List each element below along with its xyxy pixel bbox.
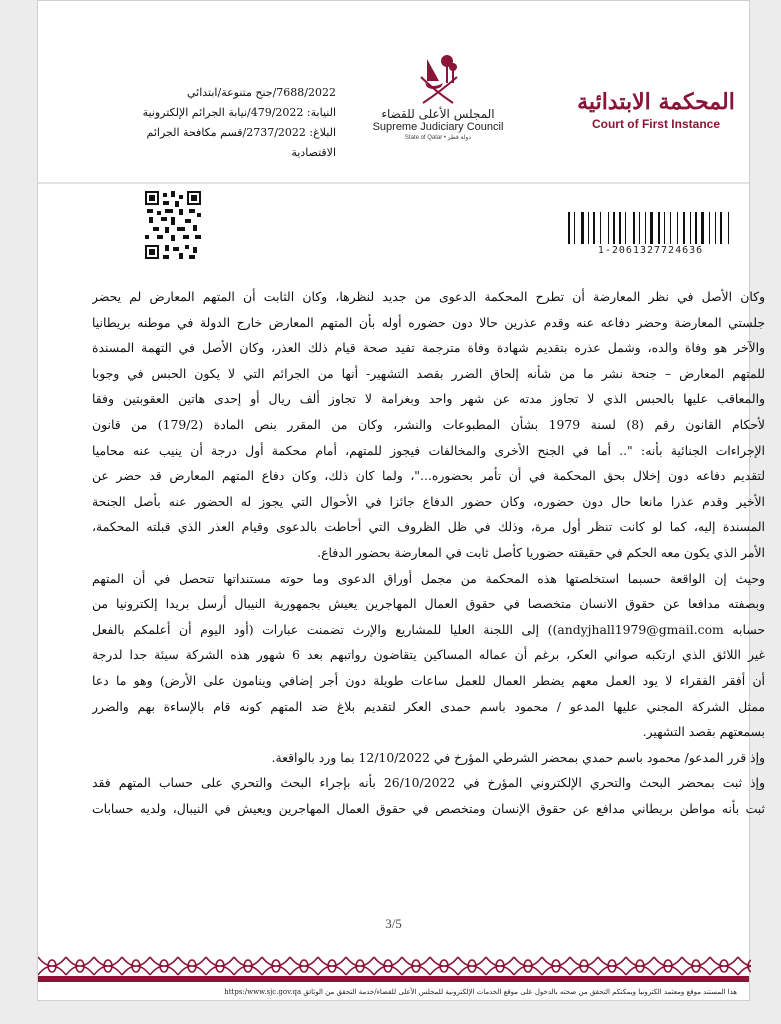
body-line: غير اللائق الذي ارتكبه صواني العكر، برغم أن عماله المساكين يتقاضون رواتبهم بعد 6 شهور هذه الشركة سيئة جدا لدرجة xyxy=(92,647,765,663)
body-line: لتقديم دفاعه دون إخلال بحق المحكمة في أن تأمر بحضوره..."، ولما كان ذلك، وكان دفاع المتهم المعارض قد حضر عن xyxy=(92,468,765,484)
body-line: بسمعتهم بقصد التشهير. xyxy=(642,724,765,740)
ornament-motif xyxy=(710,957,738,975)
ornament-motif xyxy=(94,957,122,975)
barcode-bar xyxy=(616,212,617,244)
barcode-bar xyxy=(585,212,586,244)
barcode-bar xyxy=(597,212,599,244)
barcode-bar xyxy=(574,212,575,244)
document-page xyxy=(37,0,765,1001)
barcode-bar xyxy=(648,212,649,244)
body-line: ثبت بأنه مواطن بريطاني مدافع عن حقوق الإنسان ومتخصص في حقوق العمال المهاجرين ويعيش في النيبال، ولديه حسابات xyxy=(92,800,765,816)
barcode-bar xyxy=(711,212,713,244)
ornament-motif xyxy=(38,957,66,975)
barcode-bar xyxy=(628,212,631,244)
barcode-bar xyxy=(623,212,624,244)
ornament-motif xyxy=(458,957,486,975)
barcode-bar xyxy=(673,212,676,244)
report-number-continued: الاقتصادية xyxy=(291,146,336,159)
court-of-first-instance-logo xyxy=(566,89,746,131)
sjc-logo-arabic: المجلس الأعلى للقضاء xyxy=(381,107,495,121)
ornament-motif xyxy=(542,957,570,975)
barcode-bar xyxy=(709,212,710,244)
barcode-bar xyxy=(655,212,656,244)
barcode-bar xyxy=(593,212,595,244)
ornament-motif xyxy=(626,957,654,975)
body-line: وإذ قرر المدعو/ محمود باسم حمدي بمحضر الشرطي المؤرخ في 12/10/2022 بما ورد بالواقعة. xyxy=(271,749,765,765)
body-line: وإذ ثبت بمحضر البحث والتحري الإلكتروني المؤرخ في 26/10/2022 بأنه بإجراء البحث والتحري على حساب المتهم فقد xyxy=(92,775,765,791)
ornament-motif xyxy=(374,957,402,975)
barcode-bar xyxy=(600,212,601,244)
ornament-motif xyxy=(318,957,346,975)
barcode-number: 1-2061327724636 xyxy=(597,245,704,256)
body-line: والمعاقب عليها بالحبس الذي لا تجاوز مدته عن شهر واحد وبغرامة لا تجاوز ألف ريال أو إحدى هاتين العقوبتين وفقا xyxy=(92,391,765,407)
supreme-judiciary-council-logo xyxy=(358,53,518,141)
barcode-bar xyxy=(677,212,678,244)
barcode-bar xyxy=(581,212,584,244)
body-line: الأمر الذي يكون معه الحكم في حقيقته حضوريا كأصل ثابت في المعارضة بحضور الدفاع. xyxy=(317,544,765,560)
document-barcode xyxy=(568,212,733,256)
body-line: وبصفته مدافعا عن حقوق الانسان متخصصا في حقوق العمال المهاجرين يعيش بجمهورية النيبال أرسل بريدا إلكترونيا من xyxy=(92,596,765,612)
ornament-motif xyxy=(234,957,262,975)
decorative-border-pattern xyxy=(38,955,751,977)
body-line: الأخير وقدم عذرا مانعا حال دون حضوره، وكان حضور الدفاع جائزا في الأحوال التي يجوز له الحضور عنه بأصل الجنحة xyxy=(92,493,765,509)
sjc-logo-state: State of Qatar • دولة قطر xyxy=(404,135,472,141)
barcode-bar xyxy=(690,212,691,244)
body-line: حسابه andyjhall1979@gmail.com)) إلى اللجنة العليا للمشاريع والإرث تضمنت عبارات (أود اليوم أن أعلمكم بالفعل xyxy=(92,621,765,637)
ornament-motif xyxy=(402,957,430,975)
ornament-motif xyxy=(738,957,751,975)
barcode-bar xyxy=(568,212,570,244)
barcode-bar xyxy=(717,212,718,244)
body-line: لأحكام القانون رقم (8) لسنة 1979 بشأن المطبوعات والنشر، وكان من المقرر بنص المادة (179/2) من قانون xyxy=(92,416,765,432)
barcode-bar xyxy=(680,212,681,244)
body-line: الإجراءات الجنائية بأنه: ".. أما في الجنح الأخرى والمخالفات فيجوز للمتهم، أمام محكمة أول درجة أن ينيب عنه محاميا xyxy=(92,442,765,458)
body-line: ممثل الشركة المجني عليها المدعو / محمود باسم حمدى العكر لتقديم بلاغ ضد المتهم كونه قام بالإساءة بهم والضرر xyxy=(92,698,765,714)
barcode-bar xyxy=(720,212,722,244)
barcode-bar xyxy=(588,212,589,244)
court-logo-arabic: المحكمة الابتدائية xyxy=(577,89,735,115)
barcode-bar xyxy=(699,212,700,244)
prosecution-number: النيابة: 479/2022/نيابة الجرائم الإلكترونية xyxy=(142,106,336,119)
ornament-motif xyxy=(514,957,542,975)
barcode-bar xyxy=(619,212,621,244)
body-line: أن أفقر الفقراء لا يود العمل معهم يضطر العمال للعمل ساعات طويلة دون أجر إضافي وينامون على الأرض) وهو ما دعا xyxy=(92,672,765,688)
barcode-bar xyxy=(664,212,665,244)
barcode-bar xyxy=(603,212,606,244)
barcode-bars xyxy=(568,212,733,244)
barcode-bar xyxy=(577,212,579,244)
ornament-motif xyxy=(122,957,150,975)
court-logo-english: Court of First Instance xyxy=(591,117,720,131)
barcode-bar xyxy=(572,212,573,244)
barcode-bar xyxy=(715,212,716,244)
ornament-motif xyxy=(290,957,318,975)
ornament-motif xyxy=(66,957,94,975)
barcode-bar xyxy=(590,212,591,244)
barcode-bar xyxy=(695,212,697,244)
barcode-bar xyxy=(683,212,685,244)
barcode-bar xyxy=(670,212,671,244)
report-number: البلاغ: 2737/2022/قسم مكافحة الجرائم xyxy=(146,126,336,139)
ornament-motif xyxy=(262,957,290,975)
ornament-motif xyxy=(654,957,682,975)
case-references xyxy=(96,83,336,163)
barcode-bar xyxy=(625,212,626,244)
page-number: 3/5 xyxy=(385,916,402,931)
barcode-bar xyxy=(701,212,704,244)
barcode-bar xyxy=(641,212,643,244)
ornament-motif xyxy=(150,957,178,975)
barcode-bar xyxy=(650,212,653,244)
body-line: وحيث إن الواقعة حسبما استخلصتها هذه المحكمة من مجمل أوراق الدعوى وما حوته مستنداتها تتحصل في أن المتهم xyxy=(92,570,765,586)
ornament-motif xyxy=(206,957,234,975)
barcode-bar xyxy=(661,212,662,244)
qatar-emblem-icon xyxy=(413,53,463,105)
ornament-motif xyxy=(486,957,514,975)
barcode-bar xyxy=(610,212,611,244)
barcode-bar xyxy=(633,212,635,244)
barcode-bar xyxy=(724,212,727,244)
ornament-motif xyxy=(430,957,458,975)
sjc-logo-english: Supreme Judiciary Council xyxy=(372,121,504,133)
barcode-bar xyxy=(731,212,733,244)
judgment-body-text xyxy=(92,284,765,821)
header-divider xyxy=(38,182,749,184)
barcode-bar xyxy=(636,212,637,244)
barcode-bar xyxy=(686,212,688,244)
body-line: للمتهم المعارض – جنحة نشر ما من شأنه إلحاق الضرر بقصد التشهير- أنها من الجرائم التي لا يكون الحبس في وجوبا xyxy=(92,365,765,381)
ornament-motif xyxy=(570,957,598,975)
verification-footer: هذا المستند موقع ومعتمد الكترونيا ويمكنكم التحقق من صحته بالدخول على موقع الخدمات الإلكترونية للمجلس الأعلى للقضاء/خدمة التحقق من الوثائق https:/www.sjc.gov.qa xyxy=(224,988,737,996)
ornament-motif xyxy=(178,957,206,975)
body-line: المسندة إليه، كما لو كانت تنظر أول مرة، وذلك في ظل الظروف التي أحاطت بالدعوى وقيام العذر الذي قبلته المحكمة، xyxy=(92,519,765,535)
barcode-bar xyxy=(692,212,693,244)
barcode-bar xyxy=(639,212,640,244)
barcode-bar xyxy=(645,212,646,244)
body-line: جلستي المعارضة وحضر دفاعه عنه وقدم عذرين حالا دون حضوره أوله بأن المتهم المعارض خارج الدولة في موطنه بريطانيا xyxy=(92,314,765,330)
barcode-bar xyxy=(658,212,660,244)
ornament-motif xyxy=(346,957,374,975)
ornament-motif xyxy=(682,957,710,975)
body-line: وكان الأصل في نظر المعارضة أن تطرح المحكمة الدعوى من جديد لنظرها، وكان الثابت أن المتهم المعارض لم يحضر xyxy=(92,289,765,304)
qr-code-icon xyxy=(145,191,201,259)
ornament-motif xyxy=(598,957,626,975)
barcode-bar xyxy=(613,212,615,244)
barcode-bar xyxy=(706,212,707,244)
body-line: والآخر هو وفاة والده، وشمل عذره بتقديم شهادة وفاة مترجمة تفيد صحة قيام ذلك العذر، وكان الأصل في التهمة المسندة xyxy=(92,340,765,356)
barcode-bar xyxy=(728,212,729,244)
barcode-bar xyxy=(608,212,609,244)
footer-red-bar xyxy=(38,976,749,982)
barcode-bar xyxy=(666,212,668,244)
case-number: 7688/2022/جنح متنوعة/ابتدائي xyxy=(186,86,336,99)
